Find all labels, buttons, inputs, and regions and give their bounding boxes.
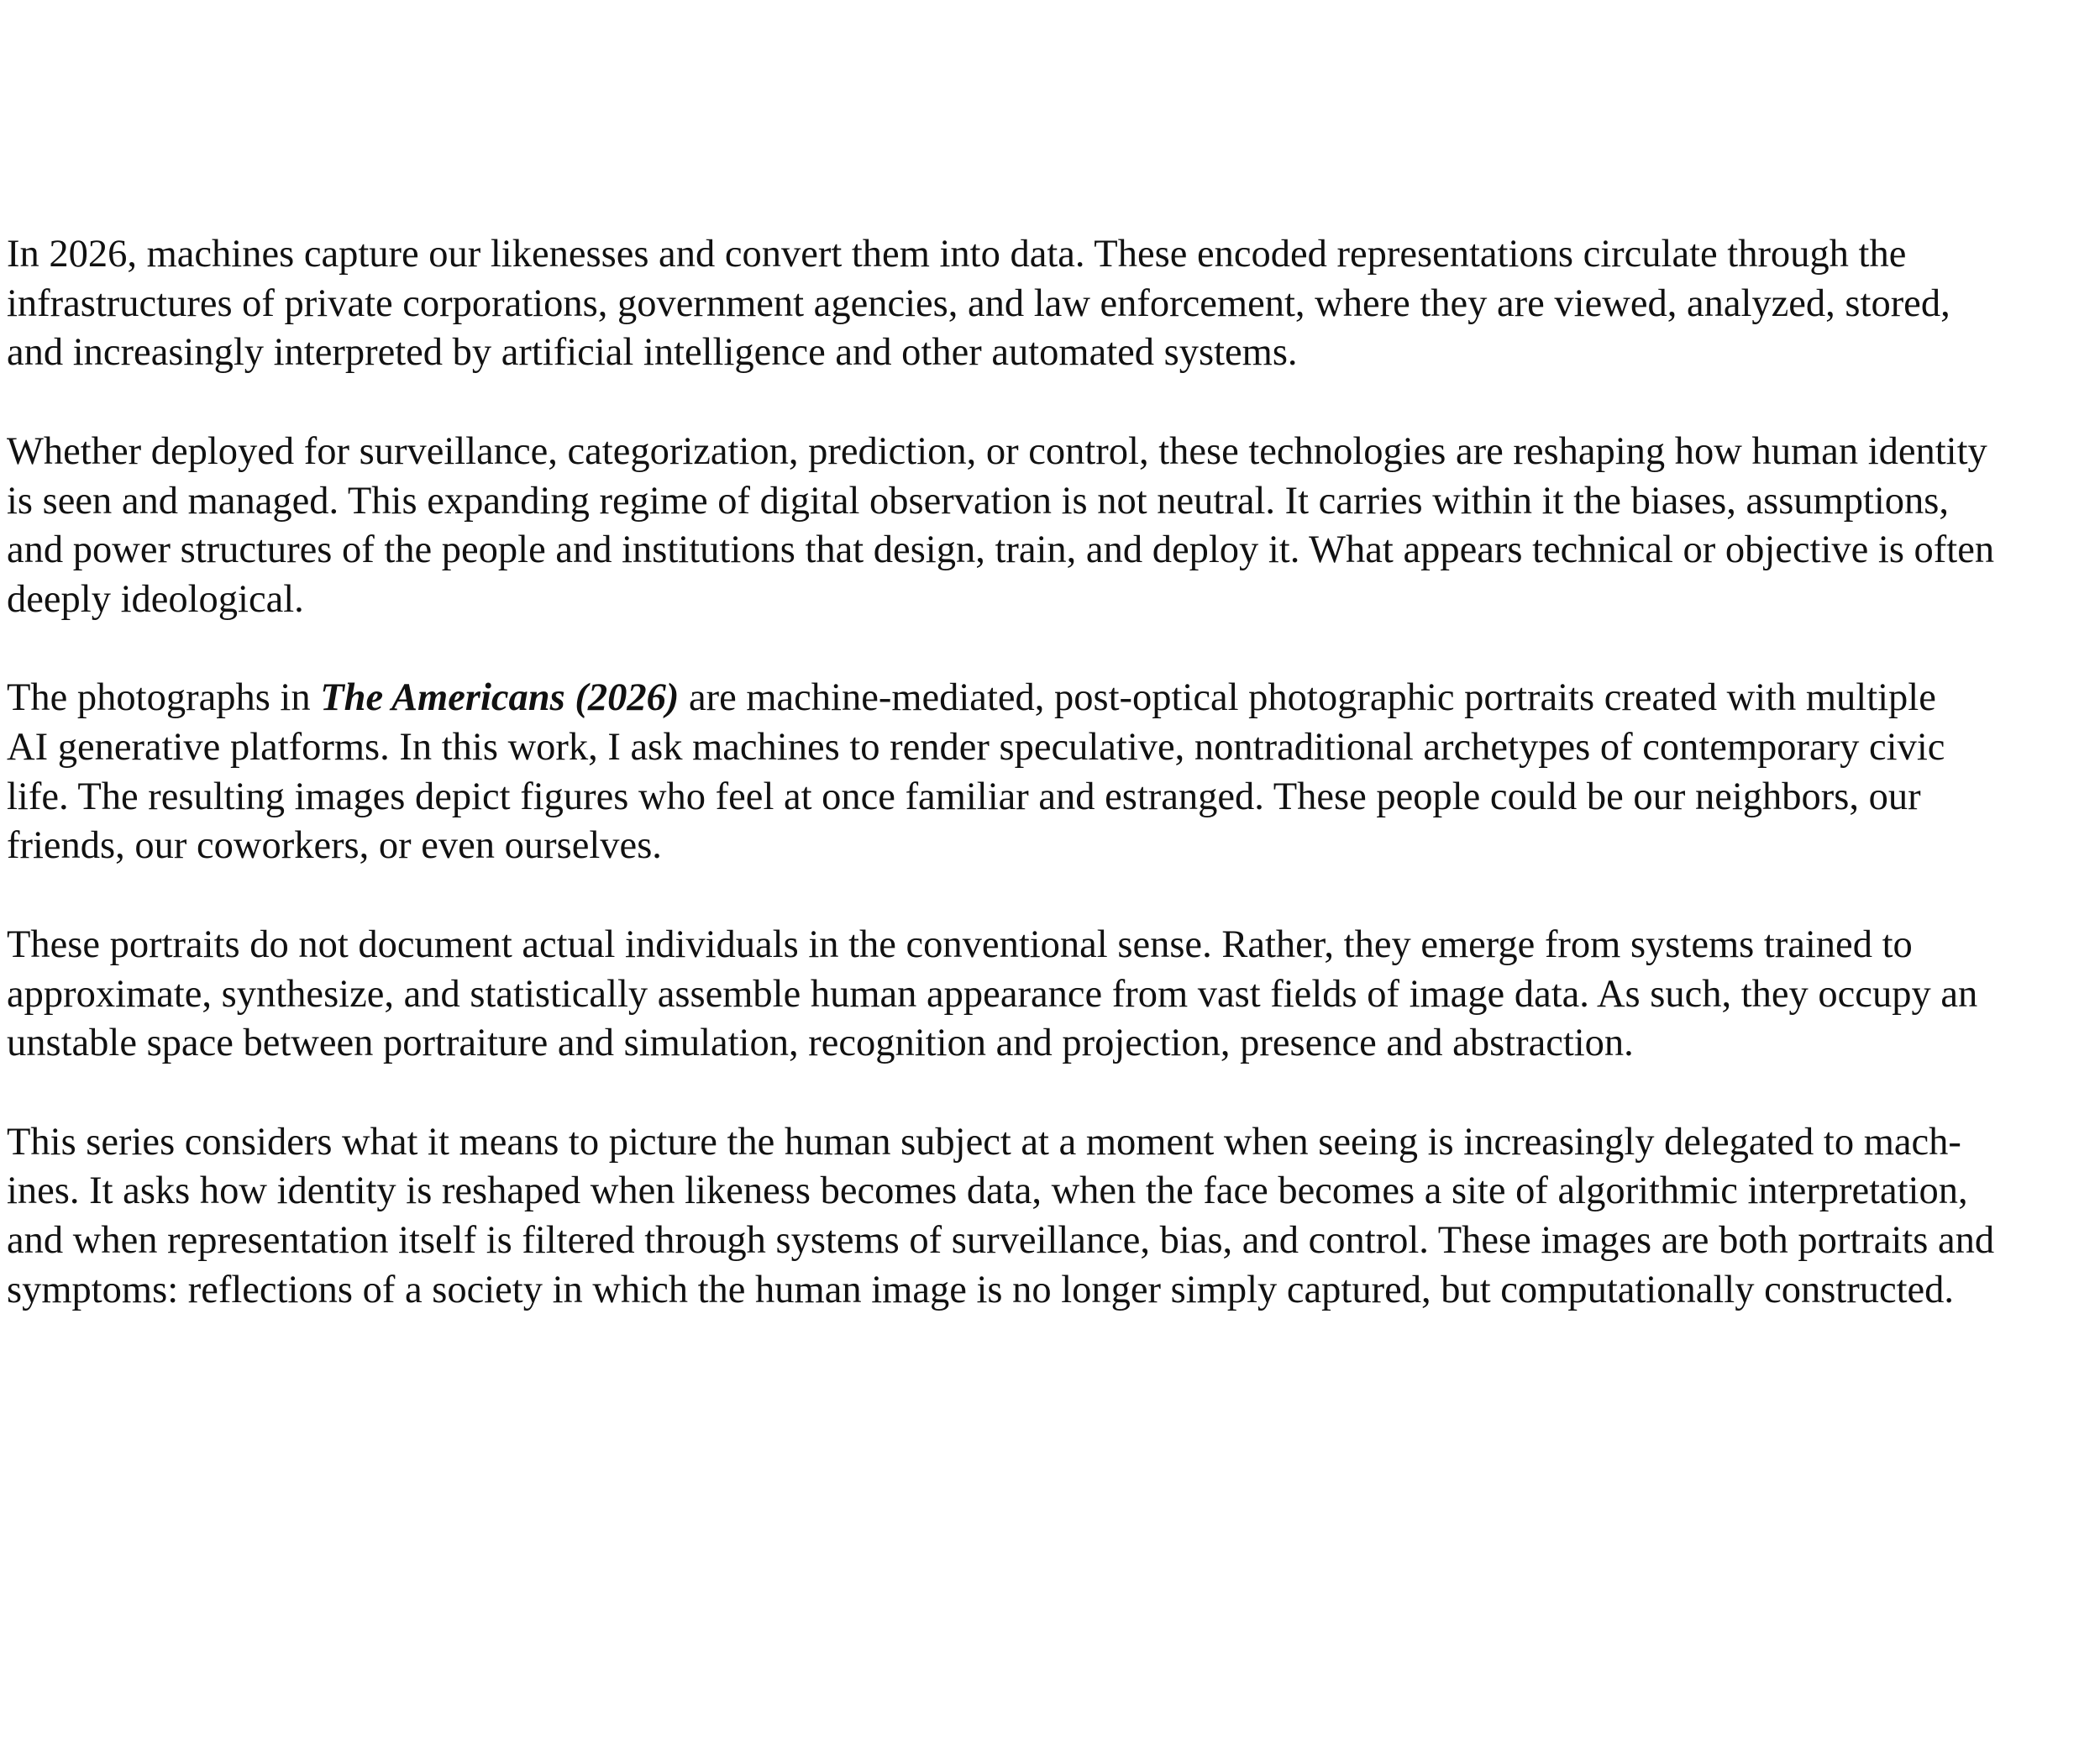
- text-line: AI generative platforms. In this work, I ask machines to render speculative, nontraditional archetypes of contemporary civic: [7, 726, 1945, 769]
- text-line: friends, our coworkers, or even ourselves.: [7, 824, 662, 868]
- paragraph-photographs: [7, 674, 2097, 871]
- text-line: This series considers what it means to picture the human subject at a moment when seeing is increasingly delegated to mach-: [7, 1120, 1961, 1164]
- text-before-title: The photographs in: [7, 676, 321, 720]
- text-line-with-title: [7, 674, 2097, 723]
- text-line: unstable space between portraiture and simulation, recognition and projection, presence and abstraction.: [7, 1022, 1634, 1065]
- work-title: The Americans (2026): [320, 676, 680, 720]
- text-line: Whether deployed for surveillance, categorization, prediction, or control, these technologies are reshaping how human identity: [7, 429, 1987, 473]
- text-line: is seen and managed. This expanding regime of digital observation is not neutral. It carries within it the biases, assumptions,: [7, 479, 1950, 523]
- text-line: life. The resulting images depict figures who feel at once familiar and estranged. These people could be our neighbors, our: [7, 775, 1921, 818]
- paragraph-series: [7, 1118, 2097, 1316]
- text-line: In 2026, machines capture our likenesses and convert them into data. These encoded representations circulate through the: [7, 233, 1907, 276]
- text-line: and power structures of the people and institutions that design, train, and deploy it. What appears technical or objective is often: [7, 528, 1995, 572]
- text-line: and increasingly interpreted by artificial intelligence and other automated systems.: [7, 331, 1298, 375]
- paragraph-technology: [7, 428, 2097, 625]
- text-line: deeply ideological.: [7, 577, 304, 621]
- text-line: approximate, synthesize, and statistically assemble human appearance from vast fields of image data. As such, they occupy an: [7, 972, 1978, 1016]
- text-line: and when representation itself is filtered through systems of surveillance, bias, and control. These images are both portraits and: [7, 1219, 1995, 1262]
- paragraph-portraits: [7, 921, 2097, 1069]
- text-after-title: are machine-mediated, post-optical photographic portraits created with multiple: [679, 676, 1936, 720]
- text-line: These portraits do not document actual individuals in the conventional sense. Rather, they emerge from systems trained to: [7, 922, 1913, 966]
- artist-statement: [7, 230, 2097, 1315]
- text-line: infrastructures of private corporations, government agencies, and law enforcement, where they are viewed, analyzed, stored,: [7, 281, 1950, 325]
- text-line: symptoms: reflections of a society in which the human image is no longer simply captured, but computationally constructed.: [7, 1268, 1955, 1311]
- text-line: ines. It asks how identity is reshaped when likeness becomes data, when the face becomes a site of algorithmic interpretation,: [7, 1169, 1968, 1213]
- paragraph-intro: [7, 230, 2097, 378]
